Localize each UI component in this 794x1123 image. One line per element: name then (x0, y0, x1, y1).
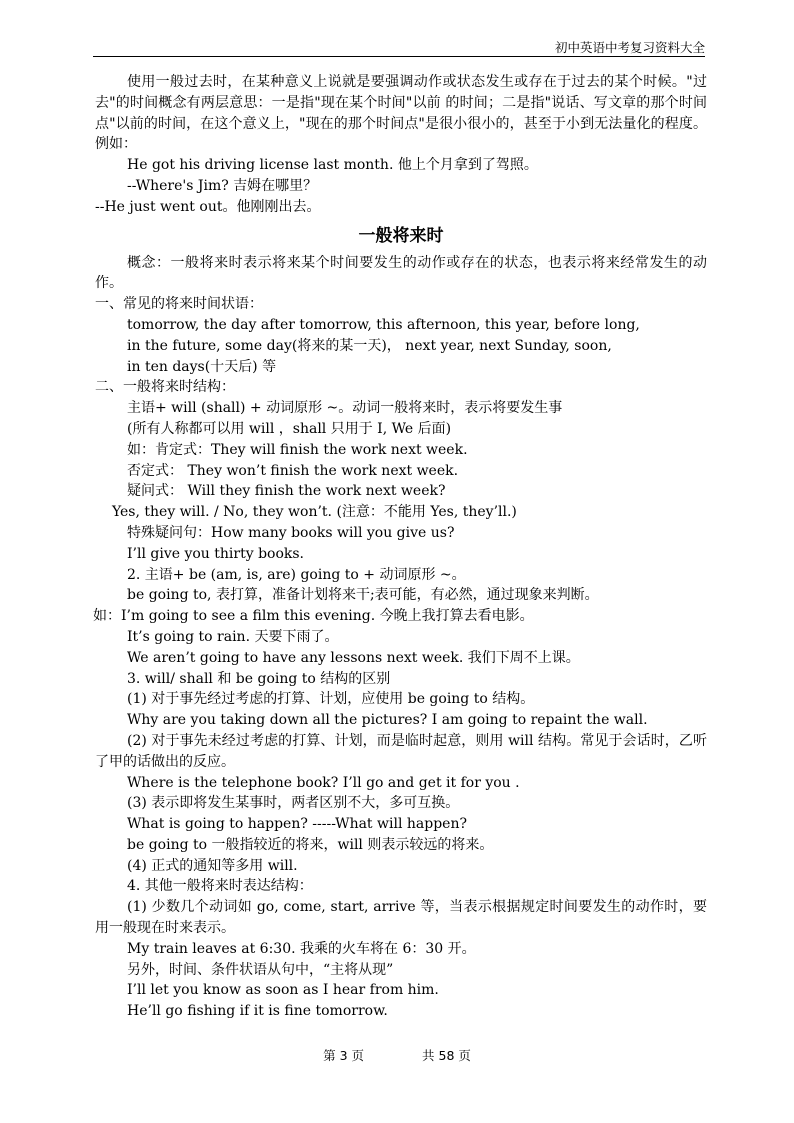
header-title: 初中英语中考复习资料大全 (554, 40, 705, 55)
part2-line: 如：肯定式：They will finish the work next week. (127, 441, 468, 458)
part1-line: in the future, some day(将来的某一天)， next year, next Sunday, soon, (127, 337, 612, 354)
part2-title: 二、一般将来时结构： (95, 379, 235, 396)
part2-line: (3) 表示即将发生某事时，两者区别不大，多可互换。 (127, 795, 460, 812)
part2-line: 特殊疑问句：How many books will you give us? (127, 524, 455, 541)
part2-line: 否定式： They won’t finish the work next week. (127, 462, 459, 479)
example-line: He got his driving license last month. 他上个月拿到了驾照。 (127, 157, 538, 174)
page-footer (0, 1046, 794, 1064)
part1-line: tomorrow, the day after tomorrow, this afternoon, this year, before long, (127, 316, 640, 333)
concept-paragraph: 概念：一般将来时表示将来某个时间要发生的动作或存在的状态，也表示将来经常发生的动作。 (95, 254, 707, 292)
header-divider (93, 56, 705, 57)
part2-line: I’ll let you know as soon as I hear from him. (127, 982, 439, 999)
example-line: --Where's Jim? 吉姆在哪里？ (127, 177, 318, 194)
intro-paragraph: 使用一般过去时，在某种意义上说就是要强调动作或状态发生或存在于过去的某个时候。"过去"的时间概念有两层意思：一是指"现在某个时间"以前 的时间；二是指"说话、写文章的那个时间点"以前的时间，在这个意义上，"现在的那个时间点"是很小很小的，甚至于小到无法量化的程度。例如： (95, 74, 707, 153)
part2-line: What is going to happen? -----What will happen? (127, 816, 467, 833)
part2-line: 如：I’m going to see a film this evening. 今晚上我打算去看电影。 (93, 608, 534, 625)
part2-line: 2. 主语+ be (am, is, are) going to + 动词原形 ~。 (127, 566, 466, 583)
part2-line: be going to, 表打算，准备计划将来干;表可能，有必然，通过现象来判断。 (127, 587, 599, 604)
part2-line: (1) 少数几个动词如 go, come, start, arrive 等，当表示根据规定时间要发生的动作时，要用一般现在时来表示。 (95, 899, 707, 937)
part2-line: 另外，时间、条件状语从句中，“主将从现” (127, 961, 394, 978)
part2-line: Where is the telephone book? I’ll go and get it for you . (127, 774, 520, 791)
page-content (95, 72, 707, 1022)
part2-line: My train leaves at 6:30. 我乘的火车将在 6：30 开。 (127, 940, 476, 957)
part2-line: (所有人称都可以用 will ，shall 只用于 I, We 后面) (127, 420, 452, 437)
part2-line: 疑问式： Will they finish the work next week? (127, 483, 446, 500)
part2-line: 3. will/ shall 和 be going to 结构的区别 (127, 670, 391, 687)
part2-line: (1) 对于事先经过考虑的打算、计划，应使用 be going to 结构。 (127, 691, 535, 708)
part1-line: in ten days(十天后) 等 (127, 358, 277, 375)
page-total: 共 58 页 (422, 1048, 471, 1063)
part1-title: 一、常见的将来时间状语： (95, 296, 263, 313)
part2-line: He’ll go fishing if it is fine tomorrow. (127, 1003, 388, 1020)
part2-line: 4. 其他一般将来时表达结构： (127, 878, 313, 895)
part2-line: We aren’t going to have any lessons next week. 我们下周不上课。 (127, 649, 580, 666)
page-number: 第 3 页 (323, 1048, 365, 1063)
part2-line: (4) 正式的通知等多用 will. (127, 857, 298, 874)
part2-line: Why are you taking down all the pictures? I am going to repaint the wall. (127, 712, 648, 729)
part2-line: (2) 对于事先未经过考虑的打算、计划，而是临时起意，则用 will 结构。常见于会话时，乙听了甲的话做出的反应。 (95, 732, 707, 770)
section-heading: 一般将来时 (358, 225, 444, 246)
part2-line: It’s going to rain. 天要下雨了。 (127, 628, 339, 645)
part2-line: I’ll give you thirty books. (127, 545, 305, 562)
part2-line: Yes, they will. / No, they won’t. (注意：不能用 Yes, they’ll.) (112, 504, 517, 521)
part2-line: 主语+ will (shall) + 动词原形 ~。动词一般将来时，表示将要发生事 (127, 400, 563, 417)
example-line: --He just went out。他刚刚出去。 (95, 198, 321, 215)
part2-line: be going to 一般指较近的将来，will 则表示较远的将来。 (127, 836, 494, 853)
